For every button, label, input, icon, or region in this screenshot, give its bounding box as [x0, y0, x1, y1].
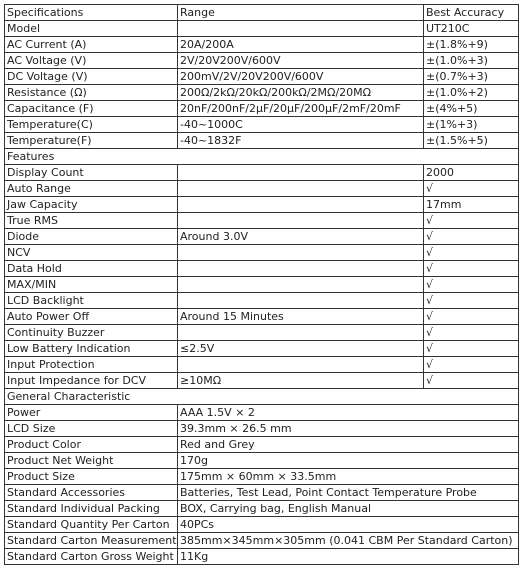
spec-value: 39.3mm × 26.5 mm	[178, 421, 519, 437]
table-row	[5, 341, 519, 357]
spec-label: Capacitance (F)	[5, 101, 178, 117]
spec-label: Data Hold	[5, 261, 178, 277]
spec-label: LCD Size	[5, 421, 178, 437]
table-row	[5, 21, 519, 37]
spec-range	[178, 213, 424, 229]
spec-range: Around 3.0V	[178, 229, 424, 245]
spec-label: Specifications	[5, 5, 178, 21]
spec-accuracy: ±(1.0%+2)	[424, 85, 519, 101]
spec-range: 20A/200A	[178, 37, 424, 53]
spec-value: 40PCs	[178, 517, 519, 533]
section-header-row	[5, 389, 519, 405]
table-row	[5, 325, 519, 341]
spec-value: AAA 1.5V × 2	[178, 405, 519, 421]
table-row	[5, 245, 519, 261]
spec-range: 200Ω/2kΩ/20kΩ/200kΩ/2MΩ/20MΩ	[178, 85, 424, 101]
spec-accuracy: 2000	[424, 165, 519, 181]
spec-value: 385mm×345mm×305mm (0.041 CBM Per Standard Carton)	[178, 533, 519, 549]
spec-range: ≥10MΩ	[178, 373, 424, 389]
spec-label: Auto Range	[5, 181, 178, 197]
spec-label: True RMS	[5, 213, 178, 229]
spec-label: Standard Individual Packing	[5, 501, 178, 517]
spec-accuracy: √	[424, 245, 519, 261]
spec-label: DC Voltage (V)	[5, 69, 178, 85]
spec-range: 2V/20V200V/600V	[178, 53, 424, 69]
table-row	[5, 37, 519, 53]
spec-range: Around 15 Minutes	[178, 309, 424, 325]
table-row	[5, 197, 519, 213]
spec-range	[178, 357, 424, 373]
spec-label: LCD Backlight	[5, 293, 178, 309]
specifications-table	[4, 4, 519, 565]
spec-label: Standard Accessories	[5, 485, 178, 501]
spec-range	[178, 21, 424, 37]
table-row	[5, 309, 519, 325]
spec-label: Display Count	[5, 165, 178, 181]
table-row	[5, 533, 519, 549]
spec-label: Power	[5, 405, 178, 421]
spec-label: AC Voltage (V)	[5, 53, 178, 69]
table-row	[5, 101, 519, 117]
spec-value: Red and Grey	[178, 437, 519, 453]
spec-range: 20nF/200nF/2μF/20μF/200μF/2mF/20mF	[178, 101, 424, 117]
spec-label: Low Battery Indication	[5, 341, 178, 357]
spec-accuracy: √	[424, 309, 519, 325]
section-header-row	[5, 149, 519, 165]
spec-accuracy: √	[424, 229, 519, 245]
spec-accuracy: √	[424, 341, 519, 357]
table-row	[5, 549, 519, 565]
table-row	[5, 261, 519, 277]
table-row	[5, 213, 519, 229]
table-row	[5, 501, 519, 517]
spec-accuracy: √	[424, 293, 519, 309]
spec-label: MAX/MIN	[5, 277, 178, 293]
spec-sheet	[4, 4, 519, 565]
spec-range: -40~1000C	[178, 117, 424, 133]
spec-value: Batteries, Test Lead, Point Contact Temperature Probe	[178, 485, 519, 501]
spec-range: 200mV/2V/20V200V/600V	[178, 69, 424, 85]
spec-label: Diode	[5, 229, 178, 245]
spec-label: Auto Power Off	[5, 309, 178, 325]
spec-label: Product Size	[5, 469, 178, 485]
spec-label: Product Color	[5, 437, 178, 453]
table-row	[5, 5, 519, 21]
spec-label: Model	[5, 21, 178, 37]
spec-accuracy: ±(4%+5)	[424, 101, 519, 117]
table-row	[5, 133, 519, 149]
spec-accuracy: 17mm	[424, 197, 519, 213]
spec-label: Standard Carton Measurement	[5, 533, 178, 549]
spec-accuracy: √	[424, 357, 519, 373]
spec-value: 170g	[178, 453, 519, 469]
table-row	[5, 181, 519, 197]
table-row	[5, 437, 519, 453]
table-row	[5, 453, 519, 469]
spec-range: Range	[178, 5, 424, 21]
specifications-table-body	[5, 5, 519, 565]
table-row	[5, 469, 519, 485]
spec-accuracy: ±(1.8%+9)	[424, 37, 519, 53]
spec-range	[178, 293, 424, 309]
spec-range	[178, 261, 424, 277]
table-row	[5, 69, 519, 85]
spec-accuracy: ±(0.7%+3)	[424, 69, 519, 85]
spec-label: Standard Quantity Per Carton	[5, 517, 178, 533]
table-row	[5, 517, 519, 533]
spec-accuracy: √	[424, 213, 519, 229]
table-row	[5, 229, 519, 245]
spec-label: NCV	[5, 245, 178, 261]
spec-label: Standard Carton Gross Weight	[5, 549, 178, 565]
spec-accuracy: Best Accuracy	[424, 5, 519, 21]
spec-range	[178, 181, 424, 197]
table-row	[5, 277, 519, 293]
spec-label: Jaw Capacity	[5, 197, 178, 213]
spec-accuracy: √	[424, 181, 519, 197]
spec-accuracy: √	[424, 373, 519, 389]
section-title: Features	[5, 149, 519, 165]
section-title: General Characteristic	[5, 389, 519, 405]
spec-range: ≤2.5V	[178, 341, 424, 357]
table-row	[5, 165, 519, 181]
spec-range	[178, 165, 424, 181]
table-row	[5, 85, 519, 101]
spec-accuracy: √	[424, 261, 519, 277]
table-row	[5, 357, 519, 373]
spec-label: Product Net Weight	[5, 453, 178, 469]
table-row	[5, 405, 519, 421]
spec-label: AC Current (A)	[5, 37, 178, 53]
spec-accuracy: ±(1.5%+5)	[424, 133, 519, 149]
spec-label: Input Impedance for DCV	[5, 373, 178, 389]
spec-label: Input Protection	[5, 357, 178, 373]
table-row	[5, 117, 519, 133]
spec-accuracy: UT210C	[424, 21, 519, 37]
spec-value: BOX, Carrying bag, English Manual	[178, 501, 519, 517]
spec-range	[178, 245, 424, 261]
spec-range	[178, 197, 424, 213]
table-row	[5, 485, 519, 501]
table-row	[5, 293, 519, 309]
spec-range	[178, 325, 424, 341]
spec-label: Resistance (Ω)	[5, 85, 178, 101]
table-row	[5, 53, 519, 69]
spec-range: -40~1832F	[178, 133, 424, 149]
spec-label: Continuity Buzzer	[5, 325, 178, 341]
spec-accuracy: √	[424, 277, 519, 293]
spec-accuracy: ±(1.0%+3)	[424, 53, 519, 69]
spec-label: Temperature(C)	[5, 117, 178, 133]
spec-range	[178, 277, 424, 293]
spec-value: 11Kg	[178, 549, 519, 565]
spec-accuracy: √	[424, 325, 519, 341]
spec-value: 175mm × 60mm × 33.5mm	[178, 469, 519, 485]
spec-accuracy: ±(1%+3)	[424, 117, 519, 133]
spec-label: Temperature(F)	[5, 133, 178, 149]
table-row	[5, 421, 519, 437]
table-row	[5, 373, 519, 389]
